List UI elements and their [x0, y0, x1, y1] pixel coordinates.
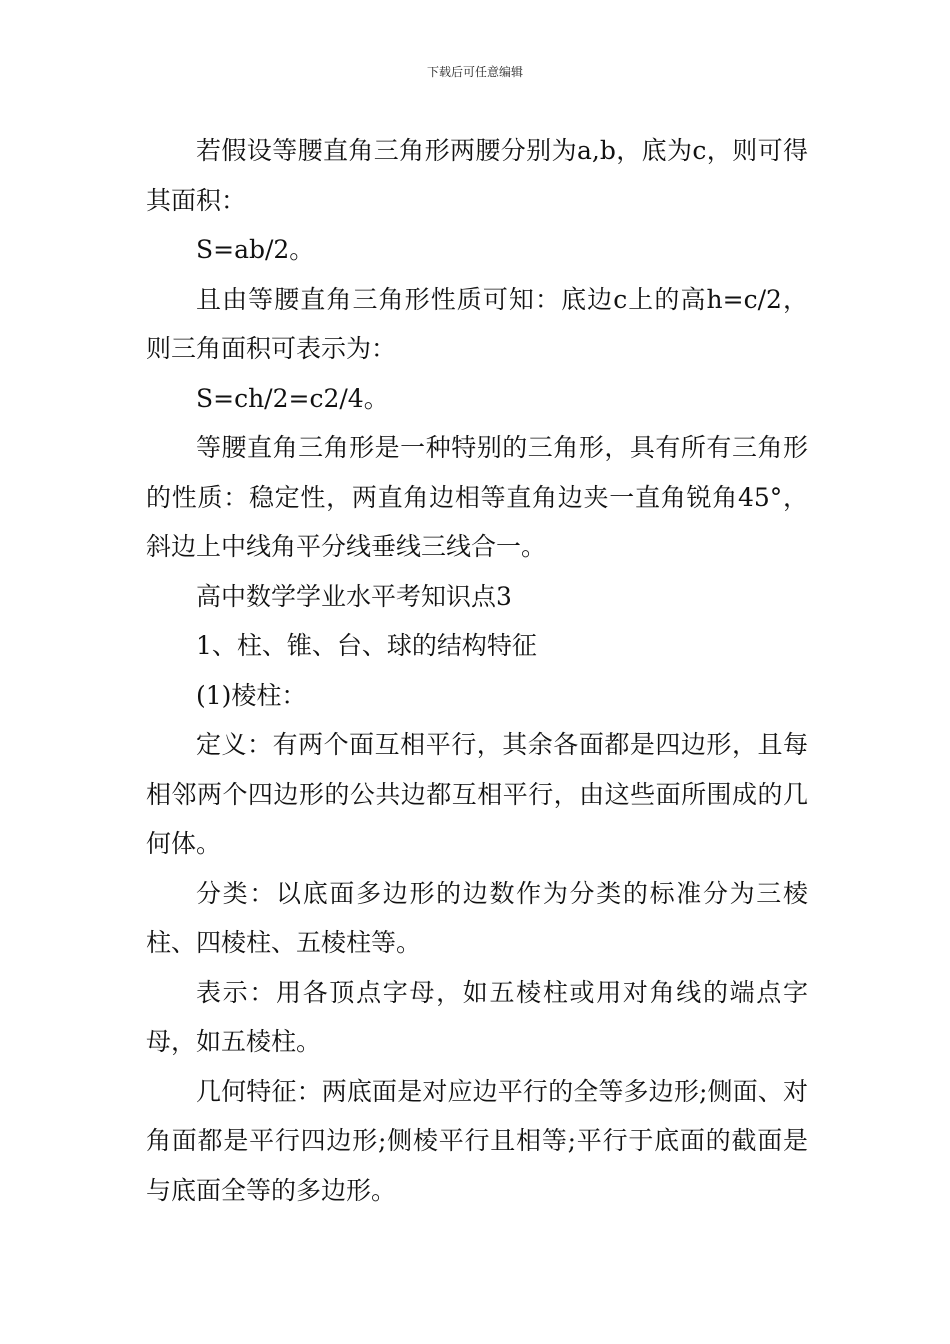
- paragraph-5: 等腰直角三角形是一种特别的三角形，具有所有三角形的性质：稳定性，两直角边相等直角边夹一直角锐角45°，斜边上中线角平分线垂线三线合一。: [146, 433, 808, 561]
- paragraph-12: 几何特征：两底面是对应边平行的全等多边形;侧面、对角面都是平行四边形;侧棱平行且相等;平行于底面的截面是与底面全等的多边形。: [146, 1076, 808, 1205]
- paragraph-4: S=ch/2=c2/4。: [196, 383, 389, 413]
- paragraph-9: 定义：有两个面互相平行，其余各面都是四边形，且每相邻两个四边形的公共边都互相平行，由这些面所围成的几何体。: [146, 730, 808, 858]
- section-heading: 高中数学学业水平考知识点3: [196, 581, 512, 611]
- paragraph-3: 且由等腰直角三角形性质可知：底边c上的高h=c/2，则三角面积可表示为：: [146, 284, 808, 363]
- page-header: 下载后可任意编辑: [426, 65, 523, 79]
- paragraph-7: 1、柱、锥、台、球的结构特征: [196, 631, 537, 660]
- paragraph-8: (1)棱柱：: [196, 680, 307, 710]
- paragraph-10: 分类：以底面多边形的边数作为分类的标准分为三棱柱、四棱柱、五棱柱等。: [146, 878, 808, 957]
- paragraph-11: 表示：用各顶点字母，如五棱柱或用对角线的端点字母，如五棱柱。: [146, 977, 808, 1056]
- paragraph-1: 若假设等腰直角三角形两腰分别为a,b，底为c，则可得其面积：: [146, 136, 808, 215]
- paragraph-2: S=ab/2。: [196, 235, 315, 264]
- document-body: [146, 126, 808, 1215]
